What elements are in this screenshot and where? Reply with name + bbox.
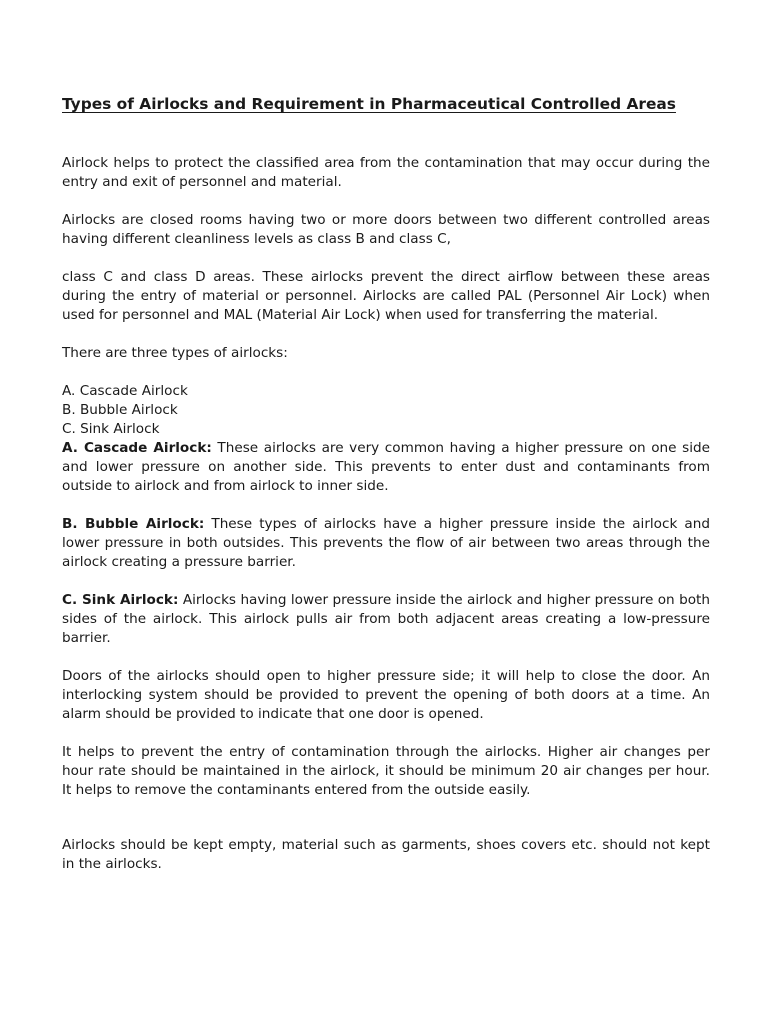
empty-airlocks-paragraph: Airlocks should be kept empty, material such as garments, shoes covers etc. should not kept in the airlocks.	[62, 837, 710, 872]
paragraph-lead: B. Bubble Airlock:	[62, 516, 205, 532]
sink-airlock-paragraph	[62, 591, 710, 648]
intro-paragraph: class C and class D areas. These airlocks prevent the direct airflow between these areas during the entry of material or personnel. Airlocks are called PAL (Personnel Air Lock) when used for personnel and MAL (Material Air Lock) when used for transferring the material.	[62, 269, 710, 323]
list-item: B. Bubble Airlock	[62, 402, 178, 418]
list-item: C. Sink Airlock	[62, 421, 160, 437]
document-page	[62, 94, 710, 874]
air-changes-paragraph: It helps to prevent the entry of contamination through the airlocks. Higher air changes per hour rate should be maintained in the airlock, it should be minimum 20 air changes per hour. It helps to remove the contaminants entered from the outside easily.	[62, 744, 710, 798]
paragraph-text: These airlocks are very common having a higher pressure on one side and lower pressure on another side. This prevents to enter dust and contaminants from outside to airlock and from airlock to inner side.	[62, 440, 710, 494]
bubble-airlock-paragraph	[62, 515, 710, 572]
document-title: Types of Airlocks and Requirement in Pharmaceutical Controlled Areas	[62, 95, 676, 113]
intro-paragraph: Airlocks are closed rooms having two or more doors between two different controlled areas having different cleanliness levels as class B and class C,	[62, 212, 710, 247]
list-item: A. Cascade Airlock	[62, 383, 188, 399]
intro-paragraph: Airlock helps to protect the classified area from the contamination that may occur during the entry and exit of personnel and material.	[62, 155, 710, 190]
doors-paragraph: Doors of the airlocks should open to higher pressure side; it will help to close the door. An interlocking system should be provided to prevent the opening of both doors at a time. An alarm should be provided to indicate that one door is opened.	[62, 668, 710, 722]
paragraph-lead: C. Sink Airlock:	[62, 592, 179, 608]
cascade-airlock-paragraph	[62, 439, 710, 496]
paragraph-lead: A. Cascade Airlock:	[62, 440, 212, 456]
airlock-types-list	[62, 382, 710, 439]
paragraph-text: These types of airlocks have a higher pressure inside the airlock and lower pressure in both outsides. This prevents the flow of air between two areas through the airlock creating a pressure barrier.	[62, 516, 710, 570]
paragraph-text: Airlocks having lower pressure inside the airlock and higher pressure on both sides of the airlock. This airlock pulls air from both adjacent areas creating a low-pressure barrier.	[62, 592, 710, 646]
intro-paragraph: There are three types of airlocks:	[62, 345, 288, 361]
